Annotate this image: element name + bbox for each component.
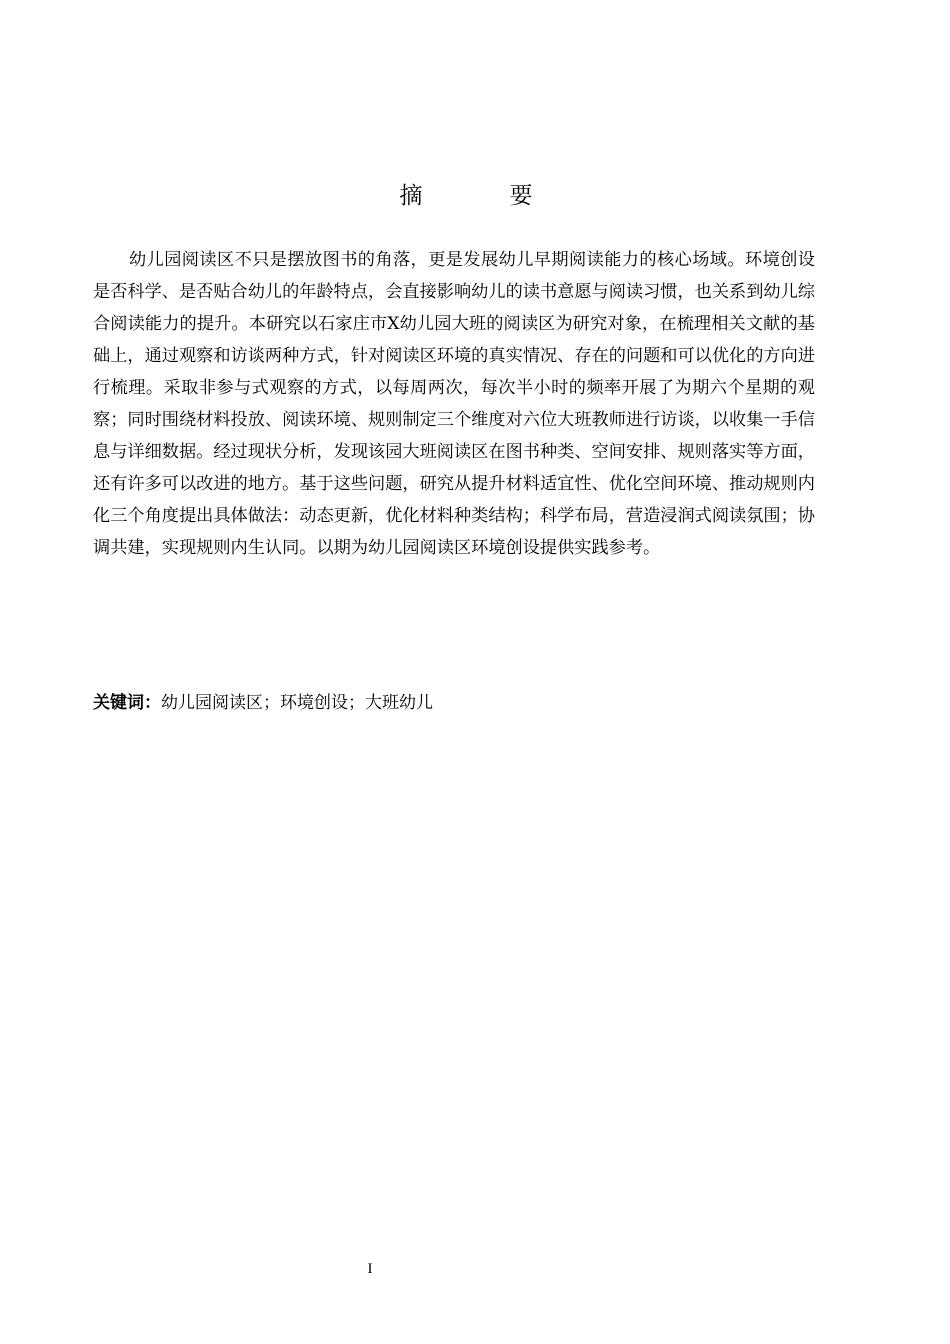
abstract-body: 幼儿园阅读区不只是摆放图书的角落，更是发展幼儿早期阅读能力的核心场域。环境创设是否科学、是否贴合幼儿的年龄特点，会直接影响幼儿的读书意愿与阅读习惯，也关系到幼儿综合阅读能力的提升。本研究以石家庄市X幼儿园大班的阅读区为研究对象，在梳理相关文献的基础上，通过观察和访谈两种方式，针对阅读区环境的真实情况、存在的问题和可以优化的方向进行梳理。采取非参与式观察的方式，以每周两次，每次半小时的频率开展了为期六个星期的观察；同时围绕材料投放、阅读环境、规则制定三个维度对六位大班教师进行访谈，以收集一手信息与详细数据。经过现状分析，发现该园大班阅读区在图书种类、空间安排、规则落实等方面，还有许多可以改进的地方。基于这些问题，研究从提升材料适宜性、优化空间环境、推动规则内化三个角度提出具体做法：动态更新，优化材料种类结构；科学布局，营造浸润式阅读氛围；协调共建，实现规则内生认同。以期为幼儿园阅读区环境创设提供实践参考。 <box>93 250 815 558</box>
keywords-label: 关键词： <box>93 693 161 713</box>
keywords-value: 幼儿园阅读区；环境创设；大班幼儿 <box>161 693 433 713</box>
abstract-title: 摘 要 <box>399 183 565 209</box>
page-number: I <box>367 1261 373 1277</box>
keywords-line <box>93 688 815 718</box>
